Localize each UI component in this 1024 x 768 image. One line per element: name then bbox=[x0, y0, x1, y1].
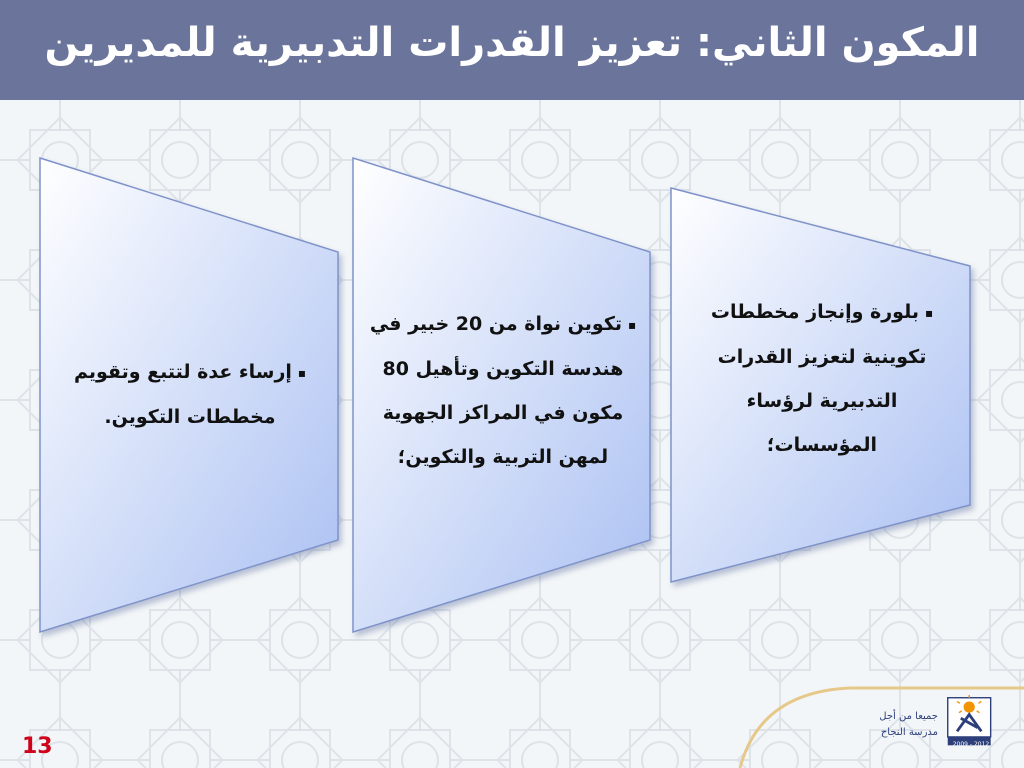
bullet-icon: ▪ bbox=[297, 365, 307, 380]
box-right-line-1: ▪بلورة وإنجاز مخططات bbox=[710, 301, 934, 323]
box-middle-line-1: ▪تكوين نواة من 20 خبير في bbox=[369, 313, 637, 335]
title-bar bbox=[0, 0, 1024, 100]
box-middle-line-3: مكون في المراكز الجهوية bbox=[382, 401, 624, 424]
box-middle-text bbox=[360, 302, 646, 479]
box-right-line-4: المؤسسات؛ bbox=[766, 433, 878, 456]
logo-text-line-1: جميعا من أجل bbox=[879, 711, 938, 722]
slide-title: المكون الثاني: تعزيز القدرات التدبيرية للمديرين bbox=[44, 20, 980, 66]
bullet-icon: ▪ bbox=[628, 317, 637, 332]
box-right-text bbox=[686, 290, 958, 467]
box-left-line-1: ▪إرساء عدة لتتبع وتقويم bbox=[73, 361, 307, 383]
program-logo bbox=[830, 690, 1010, 760]
box-middle-line-4: لمهن التربية والتكوين؛ bbox=[397, 445, 609, 468]
page-number: 13 bbox=[22, 734, 53, 759]
box-middle-line-2: هندسة التكوين وتأهيل 80 bbox=[382, 357, 624, 380]
box-left-line-2: مخططات التكوين. bbox=[104, 405, 276, 428]
box-right-line-2: تكوينية لتعزيز القدرات bbox=[717, 345, 927, 368]
bullet-icon: ▪ bbox=[924, 305, 934, 320]
logo-text-line-2: مدرسة النجاح bbox=[880, 727, 938, 738]
box-right-line-3: التدبيرية لرؤساء bbox=[746, 389, 898, 412]
box-left-text bbox=[50, 350, 330, 439]
logo-years: 2009 - 2012 bbox=[952, 741, 990, 748]
